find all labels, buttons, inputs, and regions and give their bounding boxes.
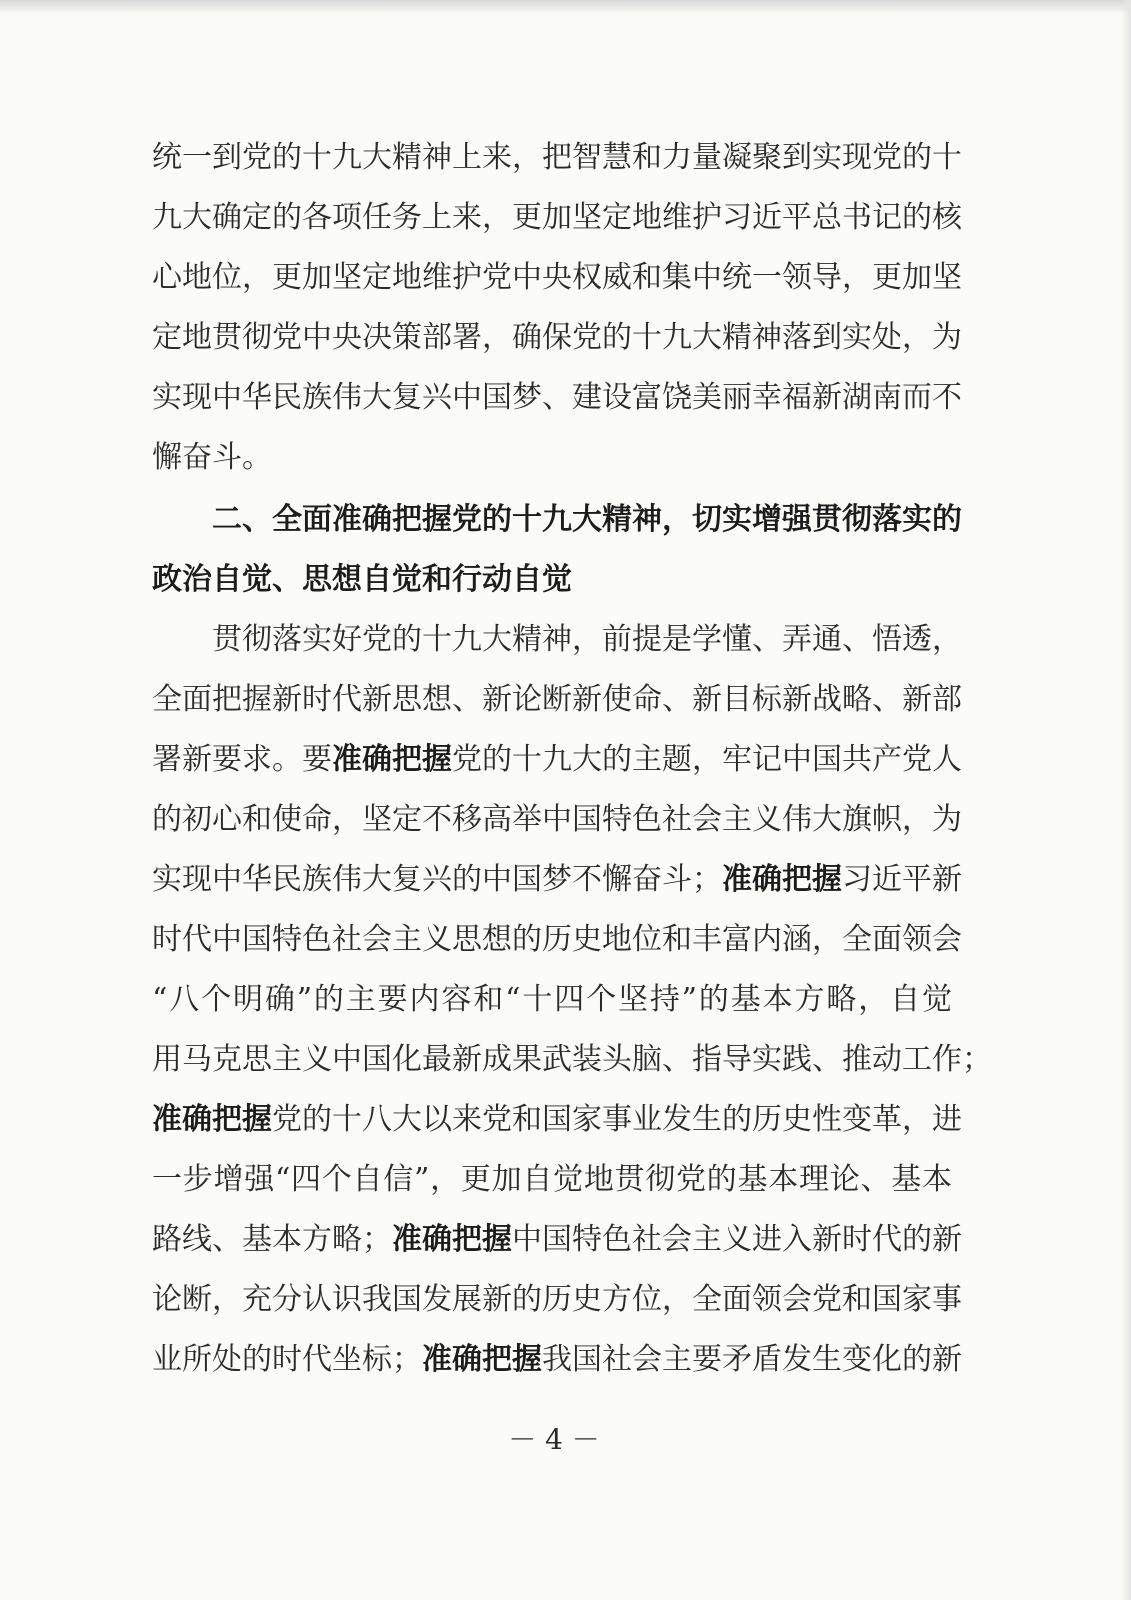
emphasis-text: 准确把握: [392, 1222, 512, 1257]
text-line: 论断，充分认识我国发展新的历史方位，全面领会党和国家事: [152, 1282, 962, 1317]
text-line: 时代中国特色社会主义思想的历史地位和丰富内涵，全面领会: [152, 922, 962, 957]
text-line: 贯彻落实好党的十九大精神，前提是学懂、弄通、悟透，: [212, 622, 962, 657]
text-line: 九大确定的各项任务上来，更加坚定地维护习近平总书记的核: [152, 200, 962, 235]
text-line: 定地贯彻党中央决策部署，确保党的十九大精神落到实处，为: [152, 320, 962, 355]
text-line: [152, 1090, 962, 1150]
emphasis-text: 准确把握: [722, 862, 842, 897]
text-line: 实现中华民族伟大复兴中国梦、建设富饶美丽幸福新湖南而不: [152, 380, 962, 415]
page-number: － 4 －: [508, 1423, 600, 1456]
text-line: [152, 850, 962, 910]
text-run: 党的十九大的主题，牢记中国共产党人: [452, 742, 962, 777]
text-line: [152, 730, 962, 790]
text-line: 心地位，更加坚定地维护党中央权威和集中统一领导，更加坚: [152, 260, 962, 295]
document-body: [152, 128, 992, 1390]
text-line: 一步增强“四个自信”，更加自觉地贯彻党的基本理论、基本: [152, 1162, 952, 1197]
text-run: 党的十八大以来党和国家事业发生的历史性变革，进: [272, 1102, 962, 1137]
text-run: 我国社会主要矛盾发生变化的新: [542, 1342, 962, 1377]
body-paragraph: [152, 610, 992, 1390]
text-line: [152, 1330, 962, 1390]
text-run: 习近平新: [842, 862, 962, 897]
heading-line: 政治自觉、思想自觉和行动自觉: [152, 562, 572, 597]
section-heading: [152, 490, 962, 610]
emphasis-text: 准确把握: [422, 1342, 542, 1377]
text-line: [152, 1210, 962, 1270]
text-run: 署新要求。要: [152, 742, 332, 777]
text-line: 的初心和使命，坚定不移高举中国特色社会主义伟大旗帜，为: [152, 802, 962, 837]
scan-edge-right: [1121, 0, 1131, 1600]
text-line: 全面把握新时代新思想、新论断新使命、新目标新战略、新部: [152, 682, 962, 717]
continued-paragraph: [152, 128, 962, 488]
emphasis-text: 准确把握: [332, 742, 452, 777]
text-line: 懈奋斗。: [152, 440, 272, 475]
text-line: 用马克思主义中国化最新成果武装头脑、指导实践、推动工作；: [152, 1042, 992, 1077]
scan-edge-top: [0, 0, 1131, 14]
text-run: 路线、基本方略；: [152, 1222, 392, 1257]
text-run: 业所处的时代坐标；: [152, 1342, 422, 1377]
text-line: “八个明确”的主要内容和“十四个坚持”的基本方略，自觉: [152, 982, 952, 1017]
text-line: 统一到党的十九大精神上来，把智慧和力量凝聚到实现党的十: [152, 140, 962, 175]
heading-line: 二、全面准确把握党的十九大精神，切实增强贯彻落实的: [212, 502, 962, 537]
text-run: 中国特色社会主义进入新时代的新: [512, 1222, 962, 1257]
text-run: 实现中华民族伟大复兴的中国梦不懈奋斗；: [152, 862, 722, 897]
emphasis-text: 准确把握: [152, 1102, 272, 1137]
